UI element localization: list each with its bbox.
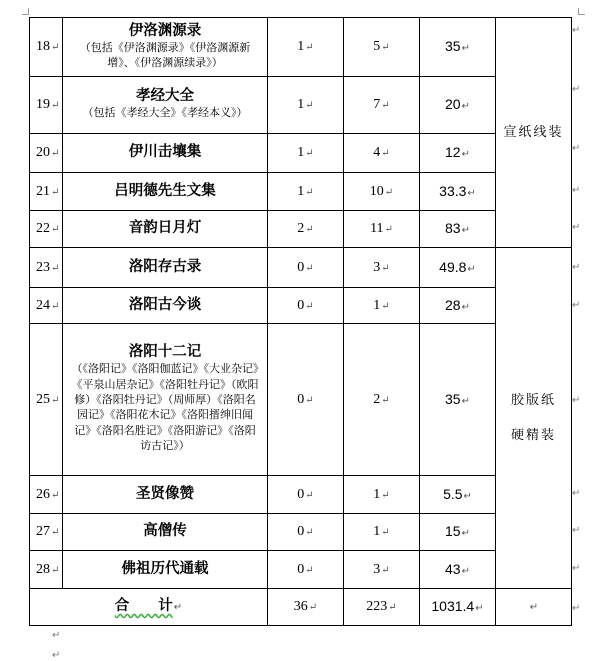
volume-cell bbox=[344, 476, 420, 514]
volume-cell bbox=[344, 77, 420, 134]
paragraph-mark: ↵ bbox=[467, 263, 476, 275]
row-end-mark: ↵ bbox=[572, 185, 581, 196]
count-cell bbox=[268, 514, 344, 551]
table-row bbox=[30, 18, 572, 77]
paragraph-mark: ↵ bbox=[305, 100, 314, 112]
paragraph-mark: ↵ bbox=[51, 262, 60, 274]
total-price bbox=[420, 589, 496, 626]
count-cell-text: 1 bbox=[297, 145, 305, 161]
volume-cell bbox=[344, 134, 420, 173]
book-title-cell bbox=[63, 77, 268, 134]
book-title: 佛祖历代通载 bbox=[121, 560, 209, 577]
price-cell-text: 33.3 bbox=[439, 182, 467, 199]
row-number-text: 20 bbox=[36, 145, 50, 161]
row-number bbox=[30, 173, 63, 211]
count-cell-text: 2 bbox=[297, 221, 305, 237]
row-number-text: 19 bbox=[36, 97, 50, 113]
row-end-mark: ↵ bbox=[572, 395, 581, 406]
book-title-cell bbox=[63, 476, 268, 514]
count-cell-text: 1 bbox=[297, 183, 305, 199]
paragraph-mark: ↵ bbox=[51, 489, 60, 501]
price-cell bbox=[420, 18, 496, 77]
paragraph-mark: ↵ bbox=[529, 602, 539, 614]
volume-cell bbox=[344, 173, 420, 211]
count-cell bbox=[268, 134, 344, 173]
row-number-text: 23 bbox=[36, 259, 50, 275]
paragraph-mark: ↵ bbox=[461, 528, 470, 540]
volume-cell bbox=[344, 288, 420, 324]
count-cell-text: 0 bbox=[297, 391, 305, 407]
book-title: 圣贤像赞 bbox=[136, 485, 194, 502]
count-cell-text: 1 bbox=[297, 39, 305, 55]
table-row bbox=[30, 77, 572, 134]
paragraph-mark: ↵ bbox=[305, 224, 314, 236]
volume-cell-text: 1 bbox=[373, 524, 381, 540]
row-number-text: 25 bbox=[36, 391, 50, 407]
paragraph-mark: ↵ bbox=[51, 186, 60, 198]
book-title-cell bbox=[63, 324, 268, 476]
row-end-mark: ↵ bbox=[572, 563, 581, 574]
paragraph-mark: ↵ bbox=[384, 186, 394, 198]
count-cell-text: 0 bbox=[297, 524, 305, 540]
paragraph-mark: ↵ bbox=[461, 395, 470, 407]
paragraph-mark: ↵ bbox=[305, 186, 314, 198]
price-cell bbox=[420, 211, 496, 248]
page-corner-mark-right bbox=[578, 8, 585, 15]
table-row bbox=[30, 476, 572, 514]
paragraph-mark: ↵ bbox=[51, 224, 60, 236]
count-cell bbox=[268, 551, 344, 589]
paragraph-mark: ↵ bbox=[467, 187, 476, 199]
count-cell-text: 0 bbox=[297, 561, 305, 577]
row-number-text: 27 bbox=[36, 524, 50, 540]
book-title-cell bbox=[63, 18, 268, 77]
book-title: 洛阳存古录 bbox=[128, 258, 202, 275]
price-cell-text: 12 bbox=[445, 144, 461, 161]
count-cell-text: 0 bbox=[297, 486, 305, 502]
table-row bbox=[30, 551, 572, 589]
paragraph-mark: ↵ bbox=[305, 42, 314, 54]
paragraph-mark: ↵ bbox=[52, 630, 61, 641]
binding-label: 胶版纸硬精装 bbox=[510, 392, 556, 443]
book-title: 伊川击壤集 bbox=[128, 144, 202, 161]
binding-label: 宣纸线装 bbox=[503, 124, 564, 140]
price-cell-text: 83 bbox=[445, 220, 461, 237]
row-number-text: 28 bbox=[36, 561, 50, 577]
row-number bbox=[30, 134, 63, 173]
total-label: 合 计 bbox=[114, 598, 173, 615]
row-end-mark: ↵ bbox=[572, 143, 581, 154]
table-row bbox=[30, 514, 572, 551]
book-title: 洛阳十二记 bbox=[128, 344, 202, 361]
price-cell-text: 43 bbox=[445, 560, 461, 577]
price-cell-text: 28 bbox=[445, 296, 461, 313]
volume-cell bbox=[344, 248, 420, 288]
price-cell bbox=[420, 134, 496, 173]
row-number-text: 24 bbox=[36, 297, 50, 313]
total-count bbox=[268, 589, 344, 626]
paragraph-mark: ↵ bbox=[51, 527, 60, 539]
book-title-cell bbox=[63, 551, 268, 589]
row-end-mark: ↵ bbox=[572, 525, 581, 536]
row-number bbox=[30, 324, 63, 476]
table-row bbox=[30, 248, 572, 288]
total-row bbox=[30, 589, 572, 626]
total-count-text: 36 bbox=[293, 599, 308, 615]
volume-cell bbox=[344, 551, 420, 589]
price-cell-text: 20 bbox=[445, 96, 461, 113]
paragraph-mark: ↵ bbox=[381, 262, 390, 274]
book-catalog-table bbox=[29, 17, 572, 626]
row-end-mark: ↵ bbox=[572, 222, 581, 233]
row-end-mark: ↵ bbox=[572, 488, 581, 499]
price-cell-text: 15 bbox=[445, 523, 461, 540]
volume-cell-text: 7 bbox=[373, 97, 381, 113]
row-number bbox=[30, 551, 63, 589]
paragraph-mark: ↵ bbox=[475, 603, 484, 615]
paragraph-mark: ↵ bbox=[51, 564, 60, 576]
book-title-cell bbox=[63, 134, 268, 173]
table-body bbox=[30, 18, 572, 626]
paragraph-mark: ↵ bbox=[305, 300, 314, 312]
count-cell-text: 1 bbox=[297, 97, 305, 113]
volume-cell-text: 11 bbox=[370, 221, 384, 237]
paragraph-mark: ↵ bbox=[381, 100, 390, 112]
book-title-cell bbox=[63, 173, 268, 211]
paragraph-mark: ↵ bbox=[51, 100, 60, 112]
total-volume bbox=[344, 589, 420, 626]
table-row bbox=[30, 324, 572, 476]
row-end-mark: ↵ bbox=[572, 25, 581, 36]
price-cell bbox=[420, 514, 496, 551]
paragraph-mark: ↵ bbox=[173, 602, 183, 614]
volume-cell bbox=[344, 211, 420, 248]
count-cell bbox=[268, 211, 344, 248]
count-cell-text: 0 bbox=[297, 259, 305, 275]
count-cell bbox=[268, 173, 344, 211]
paragraph-mark: ↵ bbox=[381, 42, 390, 54]
count-cell bbox=[268, 248, 344, 288]
total-label-cell bbox=[30, 589, 268, 626]
paragraph-mark: ↵ bbox=[381, 527, 390, 539]
volume-cell-text: 3 bbox=[373, 561, 381, 577]
total-binding-empty bbox=[496, 589, 572, 626]
volume-cell-text: 4 bbox=[373, 145, 381, 161]
paragraph-mark: ↵ bbox=[381, 564, 390, 576]
paragraph-mark: ↵ bbox=[461, 101, 470, 113]
paragraph-mark: ↵ bbox=[461, 225, 470, 237]
volume-cell-text: 1 bbox=[373, 486, 381, 502]
book-title: 吕明德先生文集 bbox=[114, 182, 216, 199]
paragraph-mark: ↵ bbox=[305, 148, 314, 160]
row-number bbox=[30, 18, 63, 77]
binding-cell-hardcover bbox=[496, 248, 572, 589]
row-number-text: 18 bbox=[36, 39, 50, 55]
volume-cell bbox=[344, 324, 420, 476]
volume-cell bbox=[344, 18, 420, 77]
count-cell bbox=[268, 476, 344, 514]
book-title-cell bbox=[63, 514, 268, 551]
count-cell bbox=[268, 18, 344, 77]
row-number bbox=[30, 248, 63, 288]
volume-cell-text: 2 bbox=[373, 391, 381, 407]
page-corner-mark-left bbox=[22, 8, 29, 15]
paragraph-mark: ↵ bbox=[51, 148, 60, 160]
price-cell bbox=[420, 551, 496, 589]
volume-cell-text: 1 bbox=[373, 297, 381, 313]
volume-cell bbox=[344, 514, 420, 551]
book-title-cell bbox=[63, 211, 268, 248]
book-title-cell bbox=[63, 248, 268, 288]
price-cell-text: 35 bbox=[445, 38, 461, 55]
book-title: 伊洛渊源录 bbox=[128, 22, 202, 39]
volume-cell-text: 3 bbox=[373, 259, 381, 275]
paragraph-mark: ↵ bbox=[381, 300, 390, 312]
row-number-text: 26 bbox=[36, 486, 50, 502]
paragraph-mark: ↵ bbox=[308, 602, 318, 614]
book-title-cell bbox=[63, 288, 268, 324]
paragraph-mark: ↵ bbox=[461, 565, 470, 577]
total-price-text: 1031.4 bbox=[431, 598, 475, 615]
row-number bbox=[30, 514, 63, 551]
volume-cell-text: 10 bbox=[369, 183, 384, 199]
row-number bbox=[30, 288, 63, 324]
price-cell bbox=[420, 324, 496, 476]
table-row bbox=[30, 211, 572, 248]
price-cell bbox=[420, 173, 496, 211]
paragraph-mark: ↵ bbox=[52, 650, 61, 661]
price-cell bbox=[420, 476, 496, 514]
row-end-mark: ↵ bbox=[572, 84, 581, 95]
row-end-mark: ↵ bbox=[572, 262, 581, 273]
table-row bbox=[30, 134, 572, 173]
price-cell bbox=[420, 288, 496, 324]
table-row bbox=[30, 173, 572, 211]
paragraph-mark: ↵ bbox=[51, 394, 60, 406]
paragraph-mark: ↵ bbox=[381, 489, 390, 501]
paragraph-mark: ↵ bbox=[463, 490, 472, 502]
paragraph-mark: ↵ bbox=[305, 564, 314, 576]
price-cell-text: 49.8 bbox=[439, 258, 467, 275]
price-cell bbox=[420, 248, 496, 288]
paragraph-mark: ↵ bbox=[461, 301, 470, 313]
book-title: 音韵日月灯 bbox=[128, 220, 202, 237]
price-cell bbox=[420, 77, 496, 134]
paragraph-mark: ↵ bbox=[51, 42, 60, 54]
paragraph-mark: ↵ bbox=[461, 43, 470, 55]
paragraph-mark: ↵ bbox=[381, 148, 390, 160]
book-subtitle: （包括《孝经大全》《孝经本义》） bbox=[82, 106, 248, 120]
row-end-mark: ↵ bbox=[572, 603, 581, 614]
row-end-mark: ↵ bbox=[572, 300, 581, 311]
paragraph-mark: ↵ bbox=[305, 262, 314, 274]
total-volume-text: 223 bbox=[366, 599, 388, 615]
book-title: 洛阳古今谈 bbox=[128, 296, 202, 313]
count-cell bbox=[268, 288, 344, 324]
price-cell-text: 35 bbox=[445, 390, 461, 407]
row-number-text: 21 bbox=[36, 183, 50, 199]
volume-cell-text: 5 bbox=[373, 39, 381, 55]
count-cell bbox=[268, 324, 344, 476]
row-number-text: 22 bbox=[36, 221, 50, 237]
count-cell-text: 0 bbox=[297, 297, 305, 313]
paragraph-mark: ↵ bbox=[305, 489, 314, 501]
book-title: 孝经大全 bbox=[136, 88, 194, 105]
paragraph-mark: ↵ bbox=[384, 224, 393, 236]
paragraph-mark: ↵ bbox=[381, 394, 390, 406]
row-number bbox=[30, 77, 63, 134]
paragraph-mark: ↵ bbox=[388, 602, 397, 614]
book-subtitle: （包括《伊洛渊源录》《伊洛渊源新增》、《伊洛渊源续录》） bbox=[79, 40, 251, 69]
binding-cell-xuanzhi bbox=[496, 18, 572, 248]
paragraph-mark: ↵ bbox=[461, 149, 470, 161]
count-cell bbox=[268, 77, 344, 134]
paragraph-mark: ↵ bbox=[305, 394, 314, 406]
table-row bbox=[30, 288, 572, 324]
row-number bbox=[30, 476, 63, 514]
book-title: 高僧传 bbox=[143, 523, 187, 540]
price-cell-text: 5.5 bbox=[443, 485, 463, 502]
paragraph-mark: ↵ bbox=[305, 527, 314, 539]
paragraph-mark: ↵ bbox=[51, 300, 60, 312]
row-number bbox=[30, 211, 63, 248]
book-subtitle: （《洛阳记》《洛阳伽蓝记》《大业杂记》《平泉山居杂记》《洛阳牡丹记》（欧阳修）《洛阳牡丹记》（周师厚）《洛阳名园记》《洛阳花木记》《洛阳搢绅旧闻记》《洛阳名胜记》《洛阳游记》《洛阳访古记》） bbox=[71, 362, 259, 453]
